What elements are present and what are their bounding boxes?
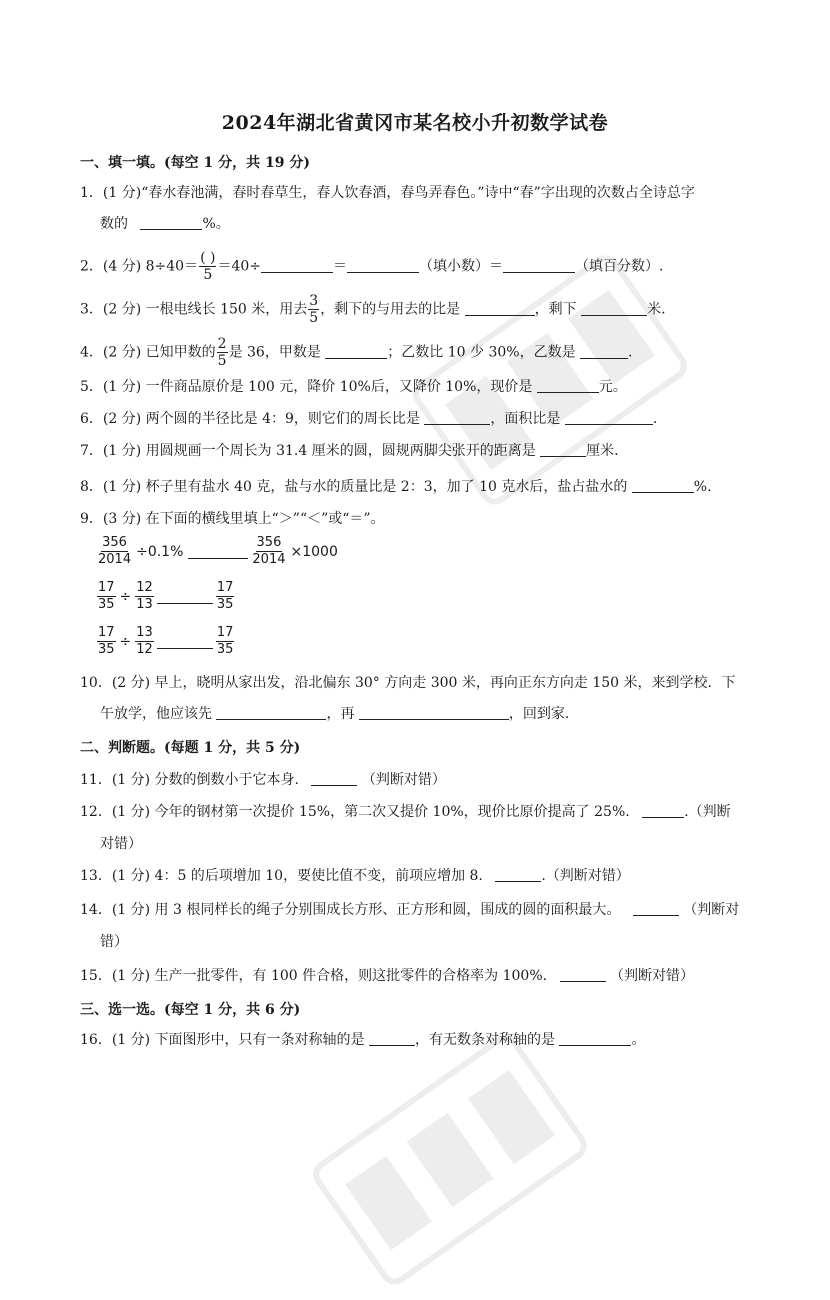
question-9: 9．(3 分) 在下面的横线里填上“＞”“＜”或“＝”。 [80,511,385,527]
question-2-text: （填百分数）. [575,258,664,275]
answer-blank[interactable] [216,705,326,720]
answer-blank[interactable] [565,410,653,425]
question-14-line-1 [80,900,739,920]
question-7-unit: 厘米. [586,443,619,459]
answer-blank[interactable] [633,901,679,916]
question-4 [80,336,632,369]
answer-blank[interactable] [581,301,647,316]
fraction-denominator: 5 [203,267,213,283]
question-13 [80,866,630,886]
question-3-text: ，剩下 [534,301,577,318]
fraction-denominator: 35 [216,597,234,612]
fraction [97,535,132,568]
fraction-denominator: 35 [216,642,234,657]
answer-blank[interactable] [157,589,213,604]
section-heading-1: 一、填一填。(每空 1 分，共 19 分) [80,155,310,171]
question-1-line-1: 1．(1 分)“春水春池满，春时春草生，春人饮春酒，春鸟弄春色。”诗中“春”字出现的次数占全诗总字 [80,185,695,201]
operator: ÷ [119,633,132,650]
answer-blank[interactable] [560,967,606,982]
answer-blank[interactable] [325,344,387,359]
question-11-text: 11．(1 分) 分数的倒数小于它本身. [80,772,299,788]
fraction-denominator: 13 [136,597,153,612]
question-3-text: ，剩下的与用去的比是 [320,301,461,318]
question-6 [80,409,657,429]
question-2-text: ＝ [333,258,348,275]
answer-blank[interactable] [140,215,202,230]
fraction [135,625,154,658]
question-16-text: 16．(1 分) 下面图形中，只有一条对称轴的是 [80,1032,365,1048]
fraction [217,336,228,369]
fraction-numerator: ( ) [200,250,216,266]
comparison-row-1 [96,535,341,568]
fraction-denominator: 2014 [252,552,286,567]
question-8 [80,477,712,497]
question-6-text: 6．(2 分) 两个圆的半径比是 4：9，则它们的周长比是 [80,411,420,427]
question-1-unit: %。 [202,216,230,232]
question-10-text: ，再 [326,706,355,722]
question-10-line-2 [100,704,569,724]
fraction-denominator: 2014 [98,552,132,567]
answer-blank[interactable] [540,442,586,457]
question-8-unit: %. [693,479,712,495]
fraction-numerator: 13 [136,625,153,640]
fraction-numerator: 12 [136,580,153,595]
answer-blank[interactable] [580,344,628,359]
answer-blank[interactable] [537,378,599,393]
question-11-suffix: （判断对错） [361,772,446,788]
operator: ×1000 [290,543,338,560]
fraction [135,580,154,613]
answer-blank[interactable] [157,634,213,649]
question-5 [80,377,627,397]
answer-blank[interactable] [503,258,575,273]
fraction-denominator: 35 [98,642,115,657]
question-2-text: ＝40÷ [217,258,262,275]
answer-blank[interactable] [359,705,509,720]
question-2-text: （填小数）＝ [419,258,504,275]
question-16-text: ，有无数条对称轴的是 [415,1032,555,1048]
question-16-text: 。 [631,1032,646,1048]
question-6-text: . [652,411,658,427]
question-6-text: ，面积比是 [490,411,561,427]
answer-blank[interactable] [465,301,535,316]
answer-blank[interactable] [642,803,684,818]
question-1-line-2 [100,214,230,234]
answer-blank[interactable] [347,258,419,273]
question-12-line-1 [80,802,731,822]
question-4-text: ；乙数比 10 少 30%，乙数是 [387,344,576,361]
fraction [216,625,235,658]
question-14-line-2: 错） [100,934,128,950]
answer-blank[interactable] [424,410,490,425]
question-7-text: 7．(1 分) 用圆规画一个周长为 31.4 厘米的圆，圆规两脚尖张开的距离是 [80,443,536,459]
fraction-numerator: 356 [102,535,127,550]
answer-blank[interactable] [495,867,541,882]
answer-blank[interactable] [559,1031,631,1046]
question-15-text: 15．(1 分) 生产一批零件，有 100 件合格，则这批零件的合格率为 100%. [80,968,548,984]
question-10-text: 午放学，他应该先 [100,706,212,722]
fraction [251,535,286,568]
fraction [97,580,116,613]
question-1-text: 数的 [100,216,128,232]
question-8-text: 8．(1 分) 杯子里有盐水 40 克，盐与水的质量比是 2：3，加了 10 克水后，盐占盐水的 [80,479,628,495]
fraction-denominator: 5 [217,353,227,369]
question-12-text: 12．(1 分) 今年的钢材第一次提价 15%，第二次又提价 10%，现价比原价提高了 25%. [80,804,630,820]
question-14-text: 14．(1 分) 用 3 根同样长的绳子分别围成长方形、正方形和圆，围成的圆的面积最大。 [80,902,621,918]
question-2 [80,250,663,283]
question-5-unit: 元。 [598,379,627,395]
question-16 [80,1030,645,1050]
comparison-row-2 [96,580,235,613]
question-5-text: 5．(1 分) 一件商品原价是 100 元，降价 10%后，又降价 10%，现价是 [80,379,533,395]
question-3-text: 米. [647,301,666,318]
fraction-numerator: 17 [216,580,234,595]
fraction [308,293,319,326]
question-14-suffix: （判断对 [683,902,740,918]
question-7 [80,441,619,461]
question-15 [80,966,694,986]
question-15-suffix: （判断对错） [610,968,694,984]
page-title: 2024年湖北省黄冈市某名校小升初数学试卷 [221,112,609,134]
fraction-numerator: 17 [98,625,115,640]
fraction-numerator: 2 [217,336,227,352]
fraction [97,625,116,658]
question-12-suffix: .（判断 [684,804,731,820]
question-4-text: 4．(2 分) 已知甲数的 [80,344,216,361]
question-13-text: 13．(1 分) 4：5 的后项增加 10，要使比值不变，前项应增加 8. [80,868,483,884]
question-4-text: 是 36，甲数是 [228,344,321,361]
fraction-denominator: 35 [98,597,115,612]
fraction-numerator: 17 [216,625,234,640]
answer-blank[interactable] [632,478,694,493]
answer-blank[interactable] [188,544,248,559]
section-heading-2: 二、判断题。(每题 1 分，共 5 分) [80,740,301,756]
operator: ÷ [119,588,132,605]
question-2-text: 2．(4 分) 8÷40＝ [80,258,199,275]
section-heading-3: 三、选一选。(每空 1 分，共 6 分) [80,1002,301,1018]
question-10-line-1: 10．(2 分) 早上，晓明从家出发，沿北偏东 30° 方向走 300 米，再向正东方向走 150 米，来到学校．下 [80,675,736,691]
watermark-logo-icon [298,1020,603,1300]
fraction [216,580,235,613]
question-12-line-2: 对错） [100,836,142,852]
question-11 [80,770,446,790]
fraction-numerator: 17 [98,580,115,595]
question-3 [80,293,666,326]
answer-blank[interactable] [311,771,357,786]
question-3-text: 3．(2 分) 一根电线长 150 米，用去 [80,301,308,318]
fraction-numerator: 356 [256,535,282,550]
operator: ÷0.1% [136,543,184,560]
question-4-text: . [628,344,633,361]
fraction-numerator: 3 [309,293,319,309]
fraction-denominator: 12 [136,642,153,657]
answer-blank[interactable] [261,258,333,273]
fraction [199,250,216,283]
answer-blank[interactable] [369,1031,415,1046]
fraction-denominator: 5 [309,310,319,326]
comparison-row-3 [96,625,235,658]
question-13-suffix: .（判断对错） [541,868,630,884]
question-10-text: ，回到家. [508,706,570,722]
